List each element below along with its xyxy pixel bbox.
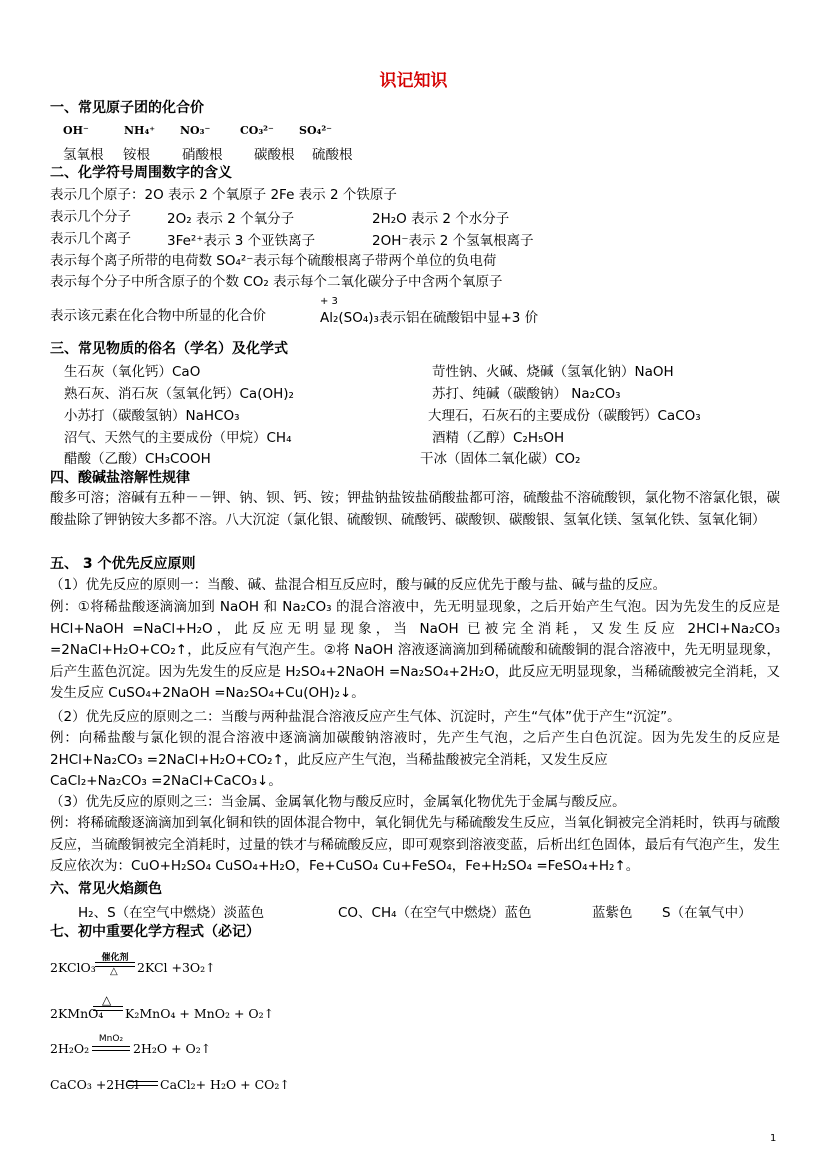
ion-name: 碳酸根 [254,147,295,163]
list-item: 大理石，石灰石的主要成份（碳酸钙）CaCO₃ [428,408,701,424]
equals-sign [128,1081,158,1086]
flame-color: H₂、S（在空气中燃烧）淡蓝色 [78,905,265,921]
valence-mark: + 3 [320,296,338,307]
list-item: 生石灰（氧化钙）CaO [64,364,201,380]
section-2-heading: 二、化学符号周围数字的含义 [50,165,232,181]
equation-reactants: 2H₂O₂ [50,1041,90,1056]
ion-formula: SO₄²⁻ [299,124,332,137]
text-line: 表示每个分子中所含原子的个数 CO₂ 表示每个二氧化碳分子中含两个氧原子 [50,274,503,290]
ion-formula: OH⁻ [63,124,89,137]
section-3-heading: 三、常见物质的俗名（学名）及化学式 [50,341,288,357]
text-line: 表示几个分子 [50,209,131,225]
paragraph: 酸多可溶；溶碱有五种－－钾、钠、钡、钙、铵；钾盐钠盐铵盐硝酸盐都可溶，硫酸盐不溶硫酸钡，氯化物不溶氯化银，碳酸盐除了钾钠铵大多都不溶。八大沉淀（氯化银、硫酸钡、硫酸钙、碳酸钡、碳酸银、氢氧化镁、氢氧化铁、氢氧化铜） [50,490,780,528]
equation-products: K₂MnO₄ + MnO₂ + O₂↑ [125,1006,275,1021]
section-5-heading: 五、 3 个优先反应原则 [50,556,196,572]
section-4-heading: 四、酸碱盐溶解性规律 [50,470,190,486]
flame-color: S（在氧气中） [662,905,752,921]
equation-products: CaCl₂+ H₂O + CO₂↑ [160,1077,290,1092]
equation-reactants: CaCO₃ +2HCl [50,1077,139,1092]
list-item: 苏打、纯碱（碳酸钠） Na₂CO₃ [432,386,621,402]
text-line: 表示几个离子 [50,231,131,247]
text-line: Al₂(SO₄)₃表示铝在硫酸铝中显+3 价 [320,310,539,326]
equation [50,960,96,975]
list-item: 酒精（乙醇）C₂H₅OH [432,430,565,446]
heat-icon: △ [102,993,112,1007]
paragraph: （3）优先反应的原则之三：当金属、金属氧化物与酸反应时，金属氧化物优先于金属与酸反应。 [50,794,626,810]
flame-color: CO、CH₄（在空气中燃烧）蓝色 [338,905,532,921]
equation-reactants: 2KClO₃ [50,960,96,975]
paragraph: CaCl₂+Na₂CO₃ =2NaCl+CaCO₃↓。 [50,773,282,789]
equation-products: 2H₂O + O₂↑ [133,1041,212,1056]
paragraph: （2）优先反应的原则之二：当酸与两种盐混合溶液反应产生气体、沉淀时，产生“气体”优于产生“沉淀”。 [50,709,681,725]
page-title: 识记知识 [379,71,448,91]
equals-sign [92,1046,130,1051]
ion-formula: CO₃²⁻ [240,124,274,137]
text-line: 2OH⁻表示 2 个氢氧根离子 [372,233,534,249]
equation-reactants: 2KMnO₄ [50,1006,104,1021]
text-line: 3Fe²⁺表示 3 个亚铁离子 [167,233,316,249]
paragraph: （1）优先反应的原则一：当酸、碱、盐混合相互反应时，酸与碱的反应优先于酸与盐、碱与盐的反应。 [50,577,667,593]
ion-formula: NH₄⁺ [124,124,156,137]
paragraph: 例：将稀硫酸逐滴滴加到氧化铜和铁的固体混合物中，氧化铜优先与稀硫酸发生反应，当氧化铜被完全消耗时，铁再与硫酸反应，当硫酸铜被完全消耗时，过量的铁才与稀硫酸反应，即可观察到溶液变蓝，后析出红色固体，最后有气泡产生，发生反应依次为：CuO+H₂SO₄ CuSO₄+H₂O，Fe+CuSO₄ Cu+FeSO₄，Fe+H₂SO₄ =FeSO₄+H₂↑。 [50,815,780,874]
section-6-heading: 六、常见火焰颜色 [50,881,162,897]
page-number: 1 [770,1133,777,1144]
list-item: 干冰（固体二氧化碳）CO₂ [420,451,581,467]
flame-color: 蓝紫色 [592,905,633,921]
text-line: 表示每个离子所带的电荷数 SO₄²⁻表示每个硫酸根离子带两个单位的负电荷 [50,253,497,269]
text-line: 表示几个原子：2O 表示 2 个氧原子 2Fe 表示 2 个铁原子 [50,187,397,203]
list-item: 醋酸（乙酸）CH₃COOH [64,451,211,467]
ion-name: 硝酸根 [182,147,223,163]
list-item: 沼气、天然气的主要成份（甲烷）CH₄ [64,430,292,446]
reaction-condition: 催化剂 [101,953,129,963]
equation-products: 2KCl +3O₂↑ [137,960,216,975]
text-line: 2H₂O 表示 2 个水分子 [372,211,510,227]
text-line: 2O₂ 表示 2 个氧分子 [167,211,295,227]
ion-name: 氢氧根 [63,147,104,163]
ion-name: 铵根 [123,147,150,163]
list-item: 熟石灰、消石灰（氢氧化钙）Ca(OH)₂ [64,386,294,402]
ion-name: 硫酸根 [312,147,353,163]
ion-formula: NO₃⁻ [180,124,211,137]
paragraph: 例：①将稀盐酸逐滴滴加到 NaOH 和 Na₂CO₃ 的混合溶液中，先无明显现象，之后开始产生气泡。因为先发生的反应是 HCl+NaOH =NaCl+H₂O，此反应无明显现象，当 NaOH 已被完全消耗，又发生反应 2HCl+Na₂CO₃ =2NaCl+H₂O+CO₂↑，此反应有气泡产生。②将 NaOH 溶液逐滴滴加到稀硫酸和硫酸铜的混合溶液中，先无明显现象，后产生蓝色沉淀。因为先发生的反应是 H₂SO₄+2NaOH =Na₂SO₄+2H₂O，此反应无明显现象，当稀硫酸被完全消耗，又发生反应 CuSO₄+2NaOH =Na₂SO₄+Cu(OH)₂↓。 [50,599,780,701]
list-item: 小苏打（碳酸氢钠）NaHCO₃ [64,408,240,424]
equals-sign [93,1006,123,1011]
text-line: 表示该元素在化合物中所显的化合价 [50,308,266,324]
list-item: 苛性钠、火碱、烧碱（氢氧化钠）NaOH [432,364,674,380]
paragraph: 例：向稀盐酸与氯化钡的混合溶液中逐滴滴加碳酸钠溶液时，先产生气泡，之后产生白色沉淀。因为先发生的反应是 2HCl+Na₂CO₃ =2NaCl+H₂O+CO₂↑，此反应产生气泡，当稀盐酸被完全消耗，又发生反应 [50,730,780,768]
section-7-heading: 七、初中重要化学方程式（必记） [50,924,260,940]
heat-icon: △ [110,966,118,977]
section-1-heading: 一、常见原子团的化合价 [50,100,204,116]
reaction-condition: MnO₂ [98,1034,124,1044]
